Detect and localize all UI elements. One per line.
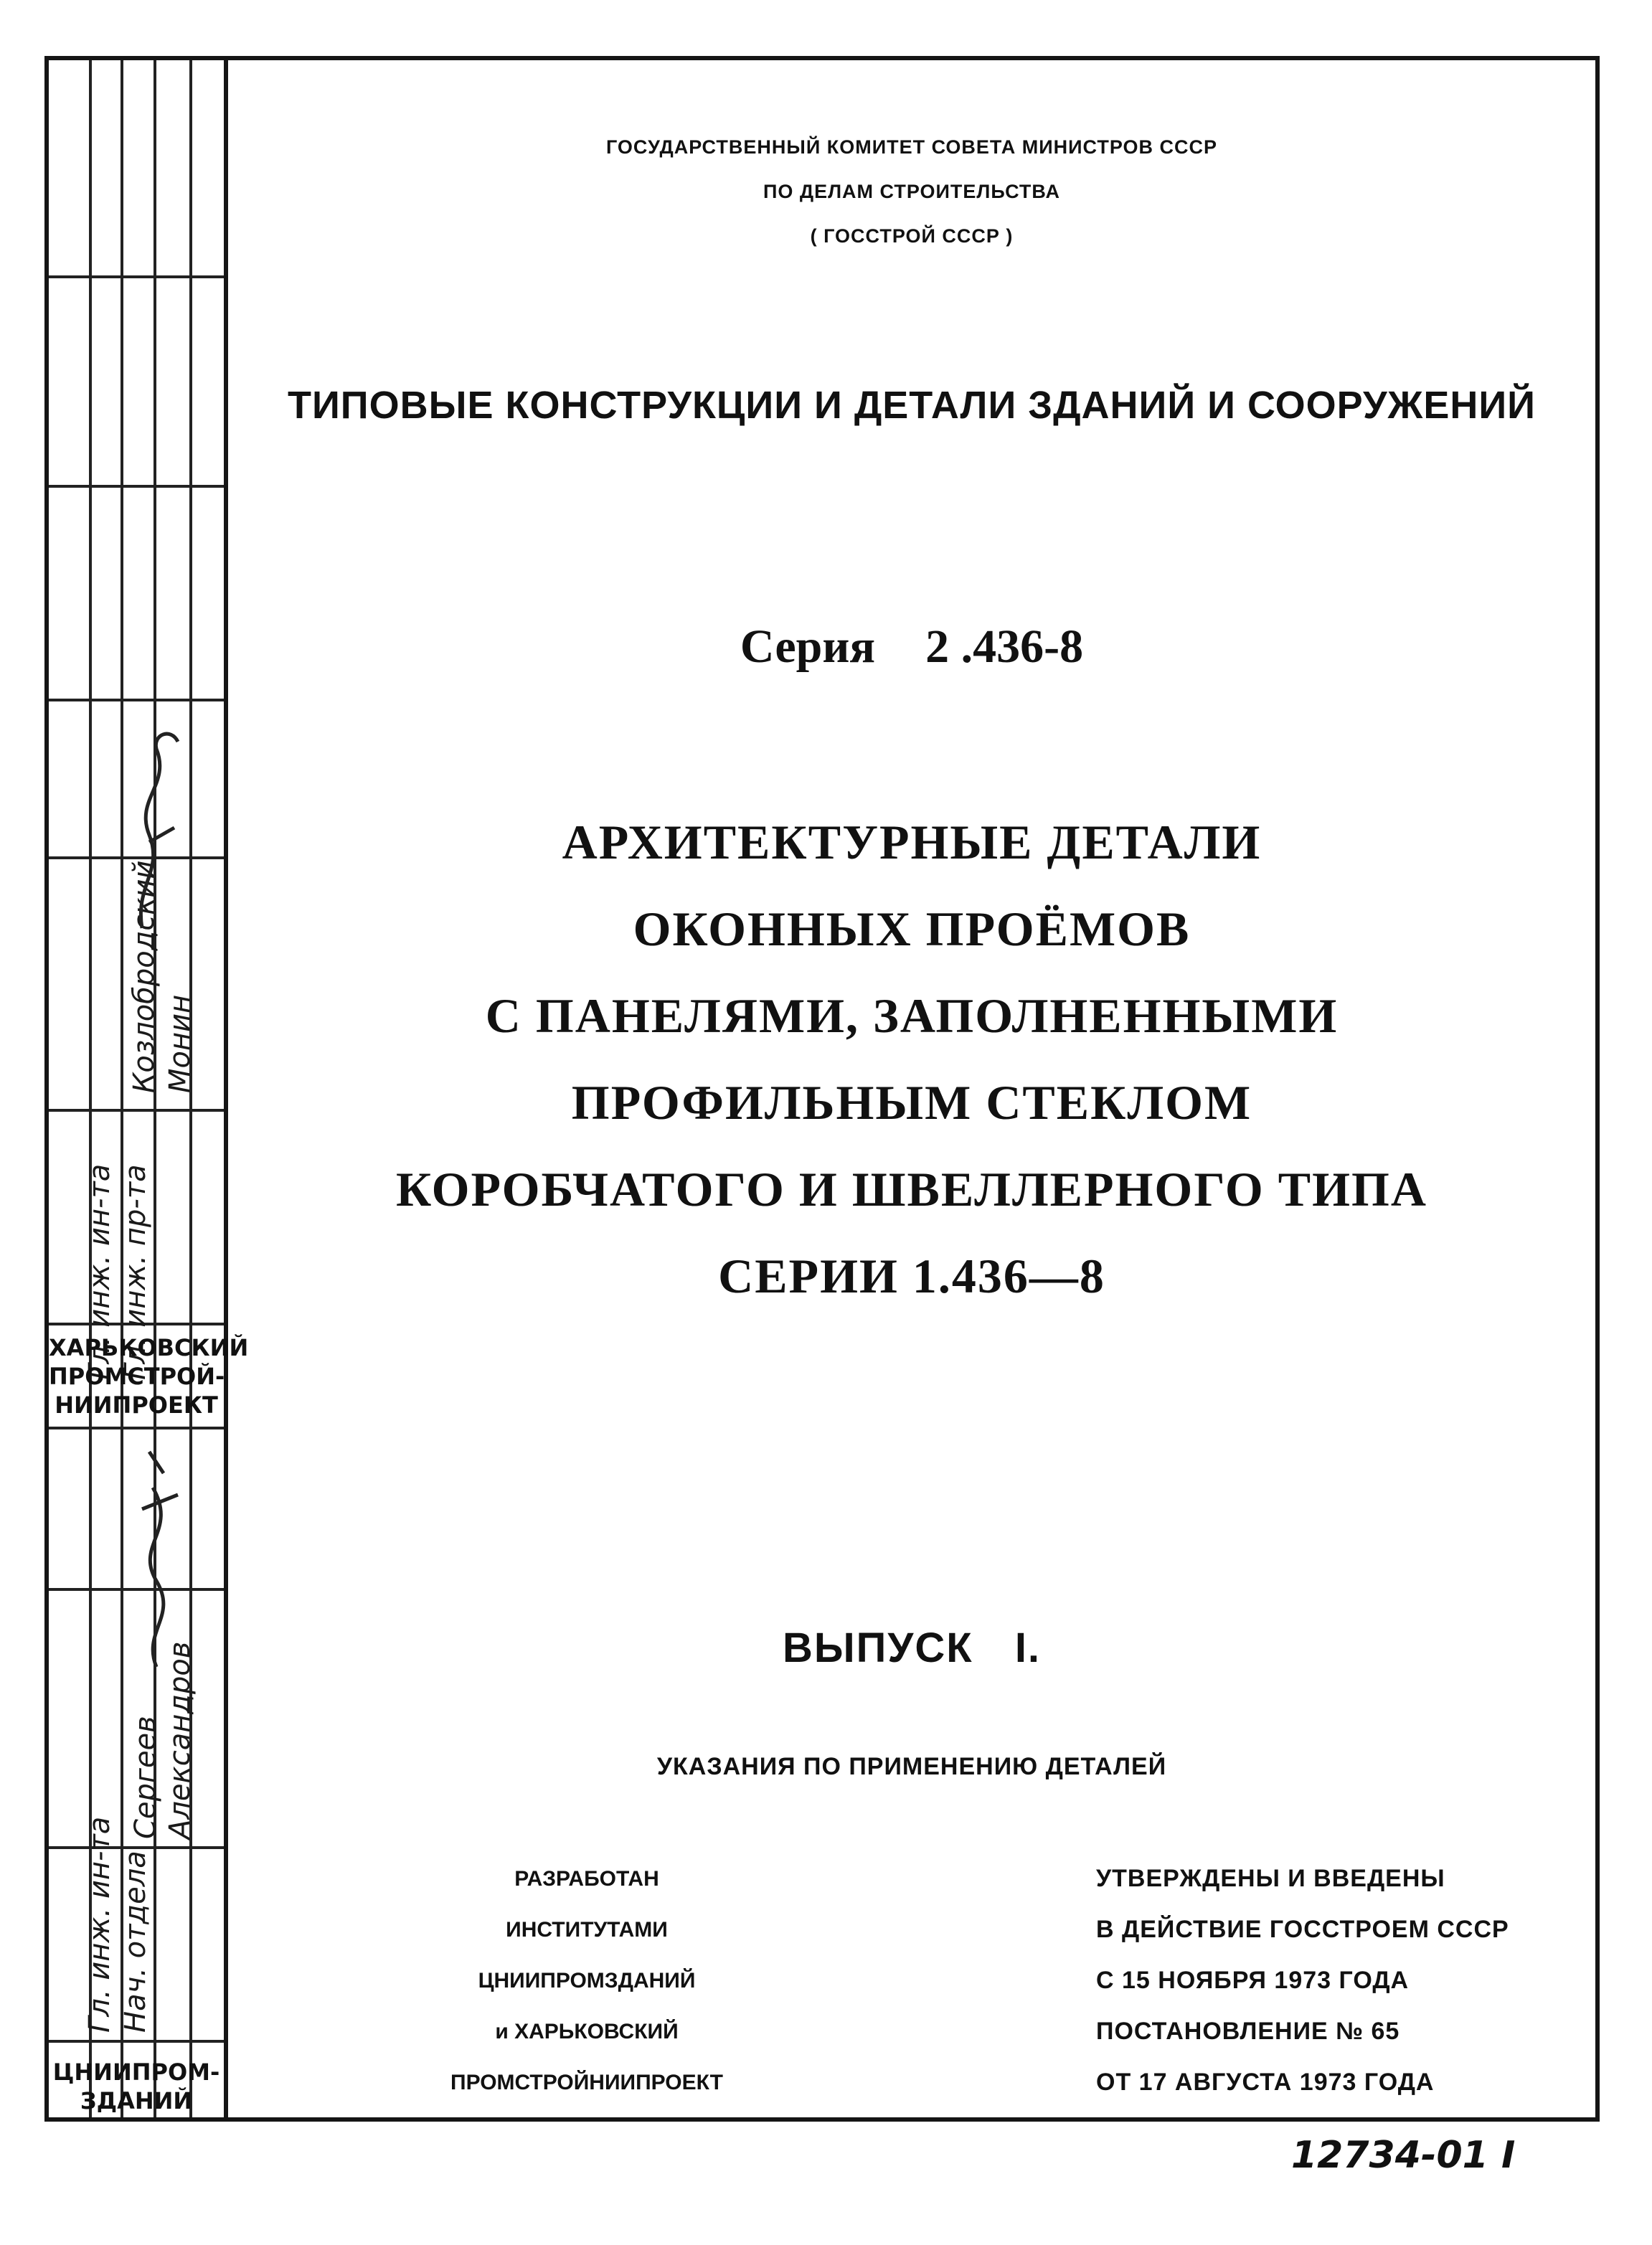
title-sheet-frame — [44, 56, 1600, 2122]
strip-row-line — [49, 485, 224, 488]
stamp-org-line: ХАРЬКОВСКИЙ — [49, 1334, 249, 1361]
developer-line: ПРОМСТРОЙНИИПРОЕКТ — [450, 2071, 723, 2094]
stamp-name: Александров — [164, 1641, 197, 1839]
developer-line: ИНСТИТУТАМИ — [506, 1918, 668, 1942]
developer-line: РАЗРАБОТАН — [514, 1867, 659, 1891]
strip-row-line — [49, 1109, 224, 1112]
strip-row-line — [49, 2040, 224, 2043]
approval-line: В ДЕЙСТВИЕ ГОССТРОЕМ СССР — [1096, 1916, 1509, 1943]
stamp-name: Козлобродский — [128, 860, 161, 1093]
stamp-role: Гл. инж. ин-та — [83, 1163, 116, 1380]
developer-line: ЦНИИПРОМЗДАНИЙ — [478, 1969, 696, 1993]
stamp-organization — [49, 1333, 249, 1419]
series-heading: ТИПОВЫЕ КОНСТРУКЦИИ И ДЕТАЛИ ЗДАНИЙ И СООРУЖЕНИЙ — [287, 384, 1536, 427]
series-code: 2 .436-8 — [925, 620, 1084, 673]
issue-value: I. — [1014, 1625, 1042, 1671]
issue-number — [228, 1624, 1595, 1672]
strip-row-line — [49, 275, 224, 278]
committee-line: ( ГОССТРОЙ СССР ) — [810, 225, 1014, 247]
title-content — [228, 60, 1595, 2117]
strip-divider — [89, 60, 92, 2117]
title-line: КОРОБЧАТОГО И ШВЕЛЛЕРНОГО ТИПА — [395, 1162, 1428, 1216]
strip-row-line — [49, 1427, 224, 1429]
title-line: СЕРИИ 1.436—8 — [718, 1249, 1105, 1303]
strip-row-line — [49, 699, 224, 701]
title-line: ОКОННЫХ ПРОЁМОВ — [633, 902, 1191, 956]
strip-divider — [121, 60, 123, 2117]
document-title — [228, 799, 1595, 1320]
series-label: Серия — [740, 620, 876, 673]
stamp-role: Нач. отдела — [119, 1851, 152, 2033]
stamp-org-line: НИИПРОЕКТ — [55, 1391, 218, 1419]
stamp-org-line: ЦНИИПРОМ- — [52, 2059, 220, 2086]
title-line: ПРОФИЛЬНЫМ СТЕКЛОМ — [571, 1075, 1252, 1130]
stamp-role: Гл. инж. пр-та — [119, 1164, 152, 1380]
signature-stamp-strip — [49, 60, 249, 2117]
developer-line: и ХАРЬКОВСКИЙ — [495, 2020, 679, 2043]
committee-line: ГОСУДАРСТВЕННЫЙ КОМИТЕТ СОВЕТА МИНИСТРОВ СССР — [605, 136, 1218, 158]
strip-row-line — [49, 1846, 224, 1849]
series-number — [228, 620, 1595, 674]
stamp-name: Сергеев — [129, 1716, 162, 1839]
approval-line: ПОСТАНОВЛЕНИЕ № 65 — [1096, 2018, 1400, 2045]
approval-line: УТВЕРЖДЕНЫ И ВВЕДЕНЫ — [1096, 1865, 1445, 1892]
handwritten-signature — [121, 1445, 192, 1674]
stamp-org-line: ПРОМСТРОЙ- — [49, 1363, 225, 1390]
approval-line: ОТ 17 АВГУСТА 1973 ГОДА — [1096, 2069, 1435, 2096]
issue-label: ВЫПУСК — [782, 1625, 973, 1671]
issue-subtitle: УКАЗАНИЯ ПО ПРИМЕНЕНИЮ ДЕТАЛЕЙ — [656, 1753, 1167, 1780]
stamp-organization — [49, 2058, 224, 2115]
approval-block — [1096, 1853, 1613, 2108]
stamp-org-line: ЗДАНИЙ — [80, 2087, 193, 2114]
archive-number: 12734-01 I — [1291, 2134, 1516, 2177]
title-line: АРХИТЕКТУРНЫЕ ДЕТАЛИ — [562, 815, 1262, 869]
approval-line: С 15 НОЯБРЯ 1973 ГОДА — [1096, 1967, 1410, 1994]
stamp-name: Монин — [164, 994, 197, 1093]
developer-block — [364, 1853, 809, 2108]
stamp-role: Гл. инж. ин-та — [83, 1816, 116, 2033]
title-line: С ПАНЕЛЯМИ, ЗАПОЛНЕННЫМИ — [485, 988, 1339, 1043]
handwritten-signature — [121, 720, 192, 935]
committee-line: ПО ДЕЛАМ СТРОИТЕЛЬСТВА — [763, 181, 1061, 202]
issuing-committee — [228, 125, 1595, 258]
